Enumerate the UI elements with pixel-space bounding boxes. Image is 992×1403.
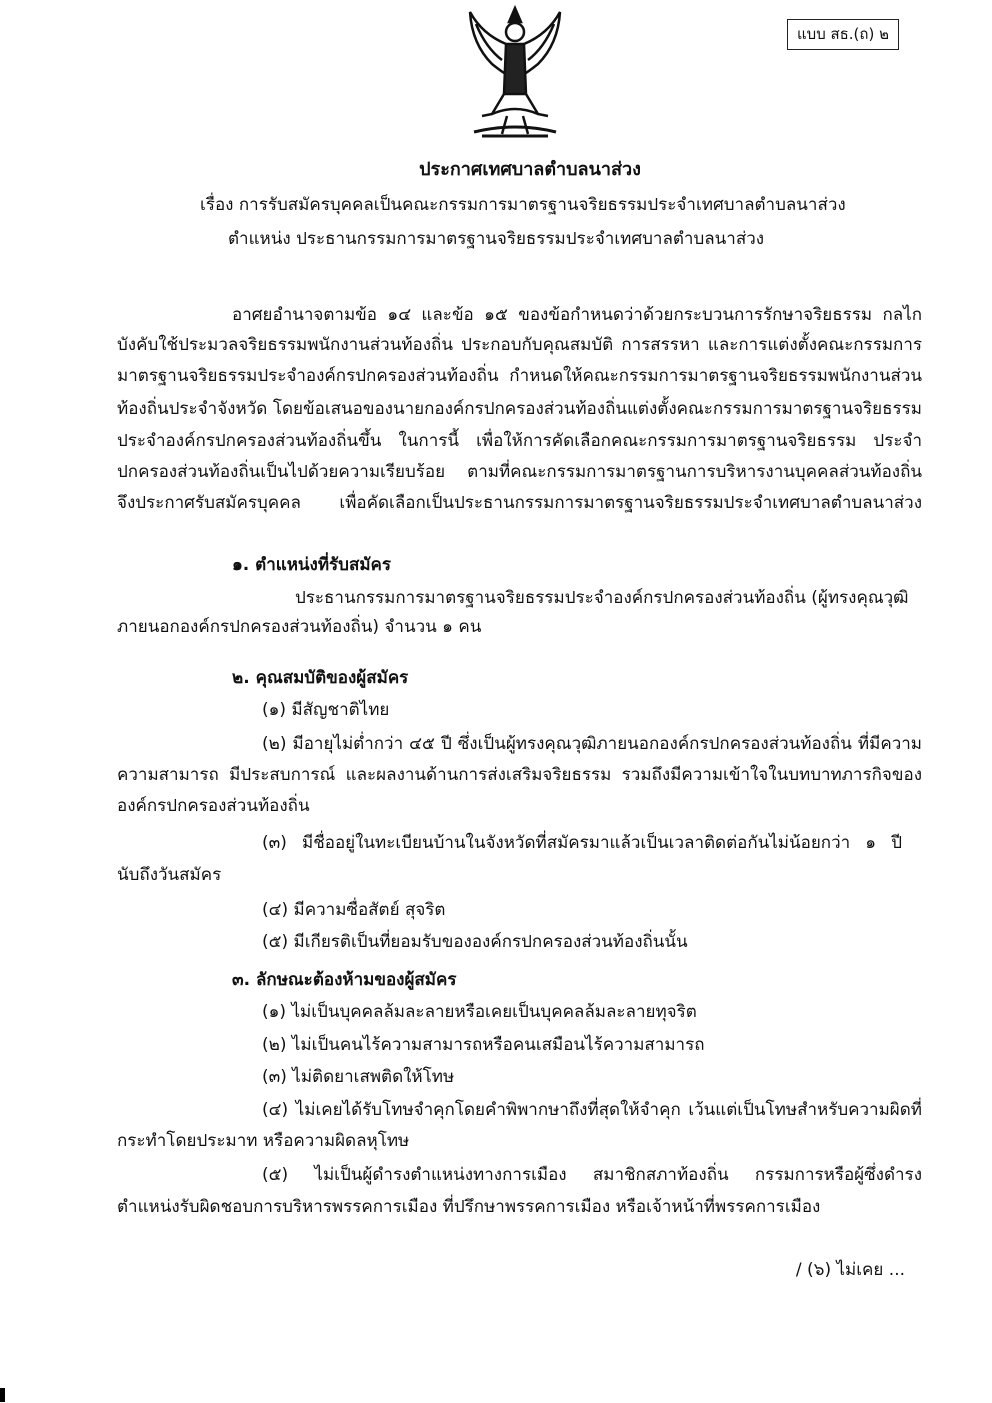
subject-line: เรื่อง การรับสมัครบุคคลเป็นคณะกรรมการมาตรฐานจริยธรรมประจำเทศบาลตำบลนาส่วง	[200, 195, 846, 215]
intro-line: จึงประกาศรับสมัครบุคคล เพื่อคัดเลือกเป็นประธานกรรมการมาตรฐานจริยธรรมประจำเทศบาลตำบลนาส่วง	[117, 493, 922, 513]
announcement-title: ประกาศเทศบาลตำบลนาส่วง	[419, 159, 641, 180]
section-2-line: (๑) มีสัญชาติไทย	[262, 700, 390, 720]
section-2-line: (๒) มีอายุไม่ต่ำกว่า ๔๕ ปี ซึ่งเป็นผู้ทรงคุณวุฒิภายนอกองค์กรปกครองส่วนท้องถิ่น ที่มีความ	[262, 734, 922, 754]
section-1-line: ภายนอกองค์กรปกครองส่วนท้องถิ่น) จำนวน ๑ คน	[117, 617, 482, 637]
section-2-line: (๕) มีเกียรติเป็นที่ยอมรับขององค์กรปกครองส่วนท้องถิ่นนั้น	[262, 932, 688, 952]
section-2-line: ความสามารถ มีประสบการณ์ และผลงานด้านการส่งเสริมจริยธรรม รวมถึงมีความเข้าใจในบทบาทภารกิจของ	[117, 765, 922, 785]
section-3-line: (๔) ไม่เคยได้รับโทษจำคุกโดยคำพิพากษาถึงที่สุดให้จำคุก เว้นแต่เป็นโทษสำหรับความผิดที่	[262, 1100, 922, 1120]
intro-line: มาตรฐานจริยธรรมประจำองค์กรปกครองส่วนท้องถิ่น กำหนดให้คณะกรรมการมาตรฐานจริยธรรมพนักงานส่วน	[117, 366, 922, 386]
section-2-line: นับถึงวันสมัคร	[117, 865, 222, 885]
section-3-line: (๓) ไม่ติดยาเสพติดให้โทษ	[262, 1067, 455, 1087]
section-2-line: (๔) มีความซื่อสัตย์ สุจริต	[262, 900, 446, 920]
intro-line: ปกครองส่วนท้องถิ่นเป็นไปด้วยความเรียบร้อย ตามที่คณะกรรมการมาตรฐานการบริหารงานบุคคลส่วนท้องถิ่น	[117, 462, 922, 482]
section-3-line: กระทำโดยประมาท หรือความผิดลหุโทษ	[117, 1131, 410, 1151]
section-3-line: (๑) ไม่เป็นบุคคลล้มละลายหรือเคยเป็นบุคคลล้มละลายทุจริต	[262, 1002, 697, 1022]
section-1-heading: ๑. ตำแหน่งที่รับสมัคร	[232, 555, 392, 575]
intro-line: ท้องถิ่นประจำจังหวัด โดยข้อเสนอของนายกองค์กรปกครองส่วนท้องถิ่นแต่งตั้งคณะกรรมการมาตรฐานจริยธรรม	[117, 399, 922, 419]
form-code-box: แบบ สธ.(ถ) ๒	[787, 19, 899, 50]
garuda-emblem-icon	[462, 4, 568, 144]
section-3-heading: ๓. ลักษณะต้องห้ามของผู้สมัคร	[232, 970, 457, 990]
scan-mark	[0, 1388, 5, 1402]
intro-line: ประจำองค์กรปกครองส่วนท้องถิ่นขึ้น ในการนี้ เพื่อให้การคัดเลือกคณะกรรมการมาตรฐานจริยธรรม ประจำ	[117, 431, 922, 451]
position-line: ตำแหน่ง ประธานกรรมการมาตรฐานจริยธรรมประจำเทศบาลตำบลนาส่วง	[228, 229, 765, 249]
section-3-line: (๒) ไม่เป็นคนไร้ความสามารถหรือคนเสมือนไร้ความสามารถ	[262, 1035, 705, 1055]
intro-line: บังคับใช้ประมวลจริยธรรมพนักงานส่วนท้องถิ่น ประกอบกับคุณสมบัติ การสรรหา และการแต่งตั้งคณะกรรมการ	[117, 335, 922, 355]
intro-line: อาศยอำนาจตามข้อ ๑๔ และข้อ ๑๕ ของข้อกำหนดว่าด้วยกระบวนการรักษาจริยธรรม กลไก	[232, 305, 922, 325]
section-2-line: (๓) มีชื่ออยู่ในทะเบียนบ้านในจังหวัดที่สมัครมาแล้วเป็นเวลาติดต่อกันไม่น้อยกว่า ๑ ปี	[262, 833, 902, 853]
section-2-heading: ๒. คุณสมบัติของผู้สมัคร	[232, 668, 409, 688]
section-3-line: (๕) ไม่เป็นผู้ดำรงตำแหน่งทางการเมือง สมาชิกสภาท้องถิ่น กรรมการหรือผู้ซึ่งดำรง	[262, 1165, 922, 1185]
section-2-line: องค์กรปกครองส่วนท้องถิ่น	[117, 796, 310, 816]
section-1-line: ประธานกรรมการมาตรฐานจริยธรรมประจำองค์กรปกครองส่วนท้องถิ่น (ผู้ทรงคุณวุฒิ	[295, 588, 909, 608]
section-3-line: ตำแหน่งรับผิดชอบการบริหารพรรคการเมือง ที่ปรึกษาพรรคการเมือง หรือเจ้าหน้าที่พรรคการเมือง	[117, 1197, 821, 1217]
continuation-note: / (๖) ไม่เคย ...	[795, 1260, 905, 1280]
